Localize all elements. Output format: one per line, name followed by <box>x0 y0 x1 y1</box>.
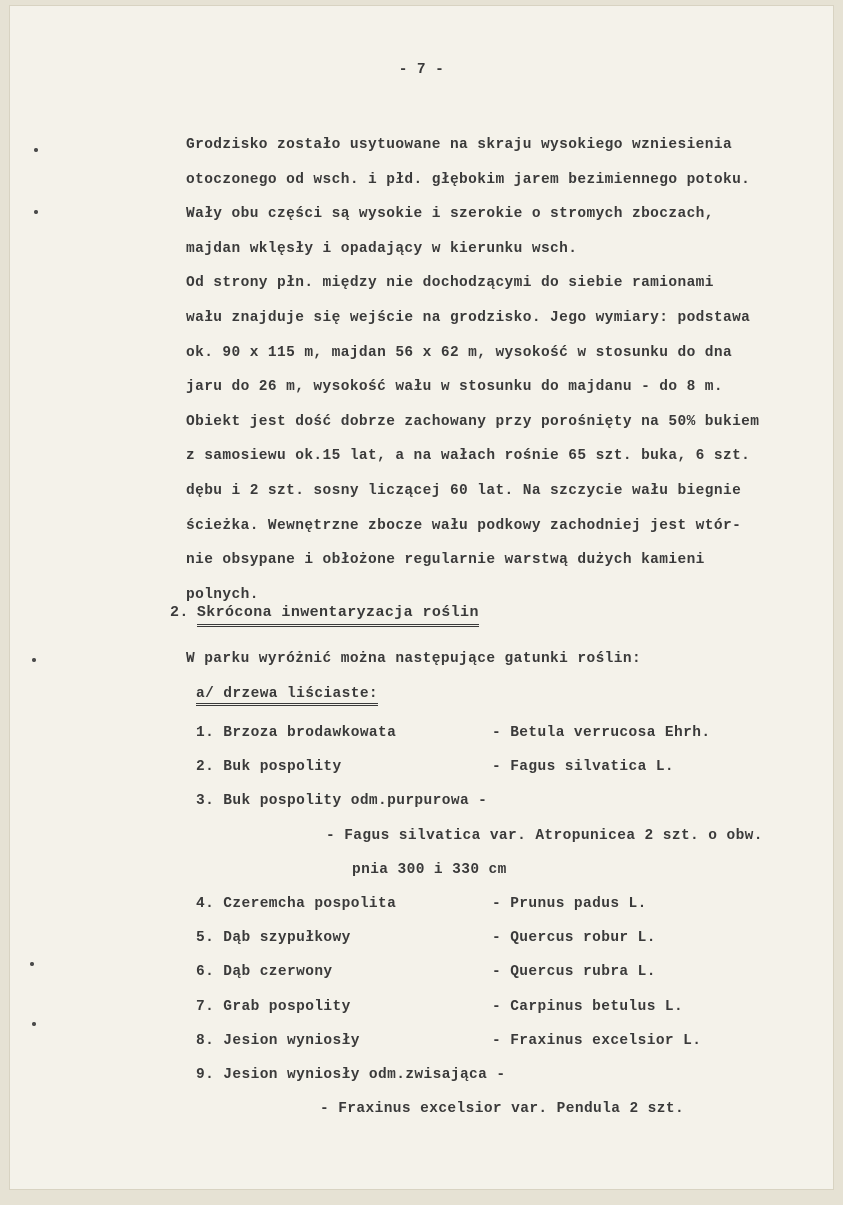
species-row <box>196 716 826 750</box>
paragraph-line: ścieżka. Wewnętrzne zbocze wału podkowy zachodniej jest wtór- <box>186 517 742 534</box>
species-latin-name: - Carpinus betulus L. <box>492 998 684 1015</box>
margin-dot <box>30 962 34 966</box>
species-row <box>196 819 826 853</box>
paragraph-line: wału znajduje się wejście na grodzisko. Jego wymiary: podstawa <box>186 309 751 326</box>
species-row <box>196 784 826 818</box>
species-polish-name: 6. Dąb czerwony <box>196 964 333 981</box>
paragraph-line: majdan wklęsły i opadający w kierunku wsch. <box>186 240 578 257</box>
species-latin-name: - Quercus rubra L. <box>492 964 656 981</box>
section-number: 2. <box>170 604 189 621</box>
species-row <box>196 1092 826 1126</box>
species-polish-name: 2. Buk pospolity <box>196 759 342 776</box>
paragraph-line: ok. 90 x 115 m, majdan 56 x 62 m, wysokość w stosunku do dna <box>186 344 733 361</box>
margin-dot <box>32 658 36 662</box>
species-latin-name: - Fagus silvatica L. <box>492 759 675 776</box>
species-polish-name: 5. Dąb szypułkowy <box>196 930 351 947</box>
paragraph-line: jaru do 26 m, wysokość wału w stosunku do majdanu - do 8 m. <box>186 379 723 396</box>
species-latin-name: - Prunus padus L. <box>492 895 647 912</box>
species-row <box>196 750 826 784</box>
species-latin-name: - Fraxinus excelsior L. <box>492 1032 702 1049</box>
species-polish-name: 7. Grab pospolity <box>196 998 351 1015</box>
species-polish-name: 8. Jesion wyniosły <box>196 1032 360 1049</box>
paragraph-line: Od strony płn. między nie dochodzącymi do siebie ramionami <box>186 275 714 292</box>
description-paragraph <box>186 128 826 612</box>
species-row <box>196 1024 826 1058</box>
species-polish-name: 1. Brzoza brodawkowata <box>196 725 397 741</box>
document-page <box>10 6 833 1189</box>
section-heading <box>170 604 479 627</box>
species-list <box>196 716 826 1126</box>
species-continuation: pnia 300 i 330 cm <box>352 861 507 878</box>
species-latin-name: - Quercus robur L. <box>492 930 656 947</box>
margin-dot <box>32 1022 36 1026</box>
paragraph-line: Wały obu części są wysokie i szerokie o stromych zboczach, <box>186 206 714 223</box>
species-row <box>196 955 826 989</box>
subheading-deciduous-trees: a/ drzewa liściaste: <box>196 686 378 706</box>
species-latin-name: - Betula verrucosa Ehrh. <box>492 725 711 741</box>
paragraph-line: Obiekt jest dość dobrze zachowany przy porośnięty na 50% bukiem <box>186 413 760 430</box>
species-polish-name: 4. Czeremcha pospolita <box>196 895 397 912</box>
paragraph-line: z samosiewu ok.15 lat, a na wałach rośnie 65 szt. buka, 6 szt. <box>186 448 751 465</box>
species-polish-name: 3. Buk pospolity odm.purpurowa - <box>196 793 488 810</box>
paragraph-line: dębu i 2 szt. sosny liczącej 60 lat. Na szczycie wału biegnie <box>186 482 742 499</box>
margin-dot <box>34 148 38 152</box>
paragraph-line: polnych. <box>186 586 259 603</box>
species-polish-name: 9. Jesion wyniosły odm.zwisająca - <box>196 1066 506 1083</box>
intro-sentence: W parku wyróżnić można następujące gatunki roślin: <box>186 651 642 667</box>
species-row <box>196 1058 826 1092</box>
species-continuation: - Fraxinus excelsior var. Pendula 2 szt. <box>320 1101 685 1118</box>
margin-dot <box>34 210 38 214</box>
paragraph-line: Grodzisko zostało usytuowane na skraju wysokiego wzniesienia <box>186 137 733 153</box>
species-continuation: - Fagus silvatica var. Atropunicea 2 szt. o obw. <box>326 827 763 844</box>
section-title: Skrócona inwentaryzacja roślin <box>197 604 479 627</box>
species-row <box>196 887 826 921</box>
page-number: - 7 - <box>398 62 445 78</box>
species-row <box>196 853 826 887</box>
species-row <box>196 921 826 955</box>
paragraph-line: otoczonego od wsch. i płd. głębokim jarem bezimiennego potoku. <box>186 171 751 188</box>
paragraph-line: nie obsypane i obłożone regularnie warstwą dużych kamieni <box>186 552 705 569</box>
species-row <box>196 990 826 1024</box>
